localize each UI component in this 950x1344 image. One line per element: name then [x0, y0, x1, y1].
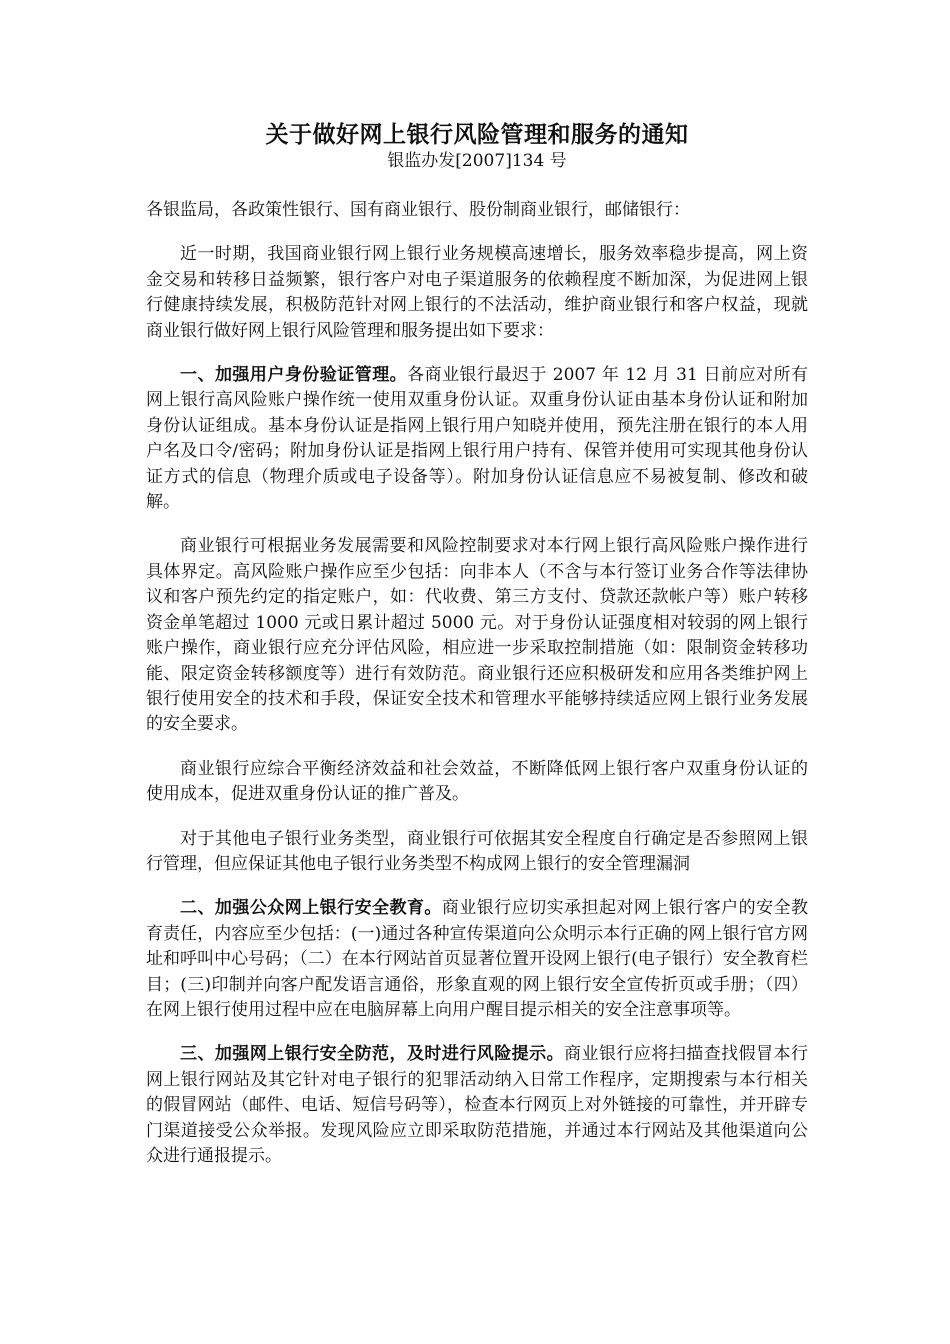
section-2-body: 商业银行应切实承担起对网上银行客户的安全教育责任，内容应至少包括：(一)通过各种宣传渠道向公众明示本行正确的网上银行官方网址和呼叫中心号码；（二）在本行网站首页显著位置开设网上银行(电子银行）安全教育栏目；(三)印制并向客户配发语言通俗，形象直观的网上银行安全宣传折页或手册；（四）在网上银行使用过程中应在电脑屏幕上向用户醒目提示相关的安全注意事项等。 — [146, 898, 809, 1020]
document-number: 银监办发[2007]134 号 — [387, 151, 567, 171]
document-title: 关于做好网上银行风险管理和服务的通知 — [265, 121, 689, 148]
section-1-body: 各商业银行最迟于 2007 年 12 月 31 日前应对所有网上银行高风险账户操作统一使用双重身份认证。双重身份认证由基本身份认证和附加身份认证组成。基本身份认证是指网上银行用户知晓并使用，预先注册在银行的本人用户名及口令/密码；附加身份认证是指网上银行用户持有、保管并使用可实现其他身份认证方式的信息（物理介质或电子设备等）。附加身份认证信息应不易被复制、修改和破解。 — [146, 365, 809, 513]
section-3-paragraph — [146, 1042, 808, 1169]
section-3-body: 商业银行应将扫描查找假冒本行网上银行网站及其它针对电子银行的犯罪活动纳入日常工作程序，定期搜索与本行相关的假冒网站（邮件、电话、短信号码等），检查本行网页上对外链接的可靠性，并开辟专门渠道接受公众举报。发现风险应立即采取防范措施，并通过本行网站及其他渠道向公众进行通报提示。 — [146, 1044, 809, 1166]
paragraph-high-risk-operations: 商业银行可根据业务发展需要和风险控制要求对本行网上银行高风险账户操作进行具体界定。高风险账户操作应至少包括：向非本人（不含与本行签订业务合作等法律协议和客户预先约定的指定账户，如：代收费、第三方支付、贷款还款帐户等）账户转移资金单笔超过 1000 元或日累计超过 5000 元。对于身份认证强度相对较弱的网上银行账户操作，商业银行应充分评估风险，相应进一步采取控制措施（如：限制资金转移功能、限定资金转移额度等）进行有效防范。商业银行还应积极研发和应用各类维护网上银行使用安全的技术和手段，保证安全技术和管理水平能够持续适应网上银行业务发展的安全要求。 — [146, 536, 808, 735]
section-3-heading: 三、加强网上银行安全防范，及时进行风险提示。 — [180, 1044, 565, 1065]
section-2-heading: 二、加强公众网上银行安全教育。 — [180, 898, 442, 919]
section-2-paragraph — [146, 896, 808, 1023]
intro-paragraph: 近一时期，我国商业银行网上银行业务规模高速增长，服务效率稳步提高，网上资金交易和转移日益频繁，银行客户对电子渠道服务的依赖程度不断加深，为促进网上银行健康持续发展，积极防范针对网上银行的不法活动，维护商业银行和客户权益，现就商业银行做好网上银行风险管理和服务提出如下要求： — [146, 244, 808, 341]
document-page — [146, 120, 808, 1188]
paragraph-cost-balance: 商业银行应综合平衡经济效益和社会效益，不断降低网上银行客户双重身份认证的使用成本，促进双重身份认证的推广普及。 — [146, 758, 808, 805]
section-1-heading: 一、加强用户身份验证管理。 — [180, 365, 408, 386]
section-1-paragraph — [146, 363, 808, 515]
salutation: 各银监局，各政策性银行、国有商业银行、股份制商业银行，邮储银行： — [146, 200, 690, 220]
paragraph-other-e-banking: 对于其他电子银行业务类型，商业银行可依据其安全程度自行确定是否参照网上银行管理，但应保证其他电子银行业务类型不构成网上银行的安全管理漏洞 — [146, 828, 808, 874]
